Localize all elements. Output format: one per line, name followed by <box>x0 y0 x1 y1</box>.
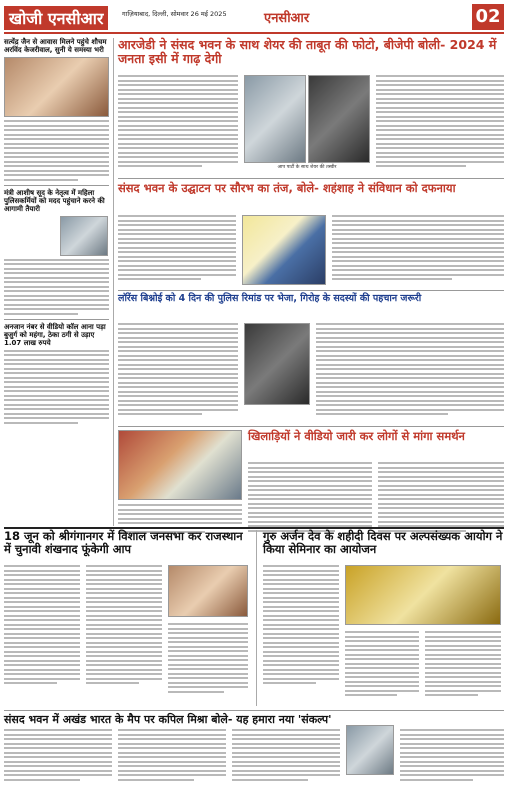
story4-headline: खिलाड़ियों ने वीडियो जारी कर लोगों से मांगा समर्थन <box>248 429 465 443</box>
lead-body-col-2 <box>376 75 504 167</box>
page-number: 02 <box>472 4 504 30</box>
bottom-foot-body-col-3 <box>232 729 340 781</box>
bottom-left-story <box>4 530 248 706</box>
story4-body-col-2 <box>248 462 372 532</box>
lead-story <box>118 75 504 175</box>
lead-photo-caption: आप पार्टी के साथ शेयर की तस्वीर <box>277 165 337 170</box>
section-title: एनसीआर <box>264 11 310 26</box>
lead-body-col-1 <box>118 75 238 167</box>
issue-date: गाज़ियाबाद, दिल्ली, सोमवार 26 मई 2025 <box>122 10 227 18</box>
bottom-section <box>4 530 504 796</box>
story2-body-col-2 <box>332 215 504 280</box>
newspaper-logo: खोजी एनसीआर <box>4 6 108 30</box>
bottom-right-headline: गुरु अर्जन देव के शहीदी दिवस पर अल्पसंख्यक आयोग ने किया सेमिनार का आयोजन <box>263 529 503 557</box>
story3 <box>118 323 504 423</box>
lead-photo-coffin <box>308 75 370 163</box>
bottom-left-headline: 18 जून को श्रीगंगानगर में विशाल जनसभा कर राजस्थान में चुनावी शंखनाद फूंकेगी आप <box>4 529 243 557</box>
bottom-left-body-col-2 <box>86 565 162 684</box>
left-story-2-title: मंत्री आशीष सूद के नेतृत्व में महिला पुलिसकर्मियों को मदद पहुंचाने करने की आगामी तैयारी <box>4 188 105 213</box>
main-column <box>118 38 504 526</box>
bottom-right-body-col-2 <box>345 631 419 696</box>
bottom-right-story <box>256 530 504 706</box>
bottom-foot-story <box>4 710 504 796</box>
bottom-right-photo <box>345 565 501 625</box>
story3-photo <box>244 323 310 405</box>
story3-headline: लॉरेंस बिश्नोई को 4 दिन की पुलिस रिमांड पर भेजा, गिरोह के सदस्यों की पहचान जरूरी <box>118 293 422 304</box>
lead-photo-block <box>244 75 370 170</box>
left-story-1-photo <box>4 57 109 117</box>
left-story-1-body <box>4 120 109 181</box>
story2 <box>118 215 504 287</box>
bottom-foot-photo <box>346 725 394 775</box>
left-story-1-title: सत्येंद्र जैन से आवास मिलने पहुंचे शौचम अरविंद केजरीवाल, सुनी ये समस्या भरी <box>4 38 107 55</box>
story2-photo <box>242 215 326 285</box>
masthead <box>4 4 504 34</box>
left-story-2-photo <box>60 216 108 256</box>
lead-photo-parliament <box>244 75 306 163</box>
bottom-foot-body-col-2 <box>118 729 226 781</box>
story2-headline: संसद भवन के उद्घाटन पर सौरभ का तंज, बोले- शहंशाह ने संविधान को दफनाया <box>118 181 456 195</box>
bottom-left-body-col-3 <box>168 623 248 693</box>
masthead-left <box>4 6 108 30</box>
story4-photo <box>118 430 242 500</box>
left-story-3-body <box>4 350 109 424</box>
lead-headline: आरजेडी ने संसद भवन के साथ शेयर की ताबूत की फोटो, बीजेपी बोली- 2024 में जनता इसी में गाढ़ देगी <box>118 37 497 67</box>
story4-body-col-3 <box>378 462 504 532</box>
left-story-3-title: अनजान नंबर से वीडियो कॉल आना पड़ा बुजुर्ग को महंगा, ठेका ठगी से उड़ाए 1.07 लाख रुपये <box>4 322 106 347</box>
left-column <box>4 38 114 526</box>
bottom-foot-headline: संसद भवन में अखंड भारत के मैप पर कपिल मिश्रा बोले- यह हमारा नया 'संकल्प' <box>4 713 332 726</box>
bottom-right-body-col-1 <box>263 565 339 684</box>
bottom-left-body-col-1 <box>4 565 80 684</box>
bottom-left-photo <box>168 565 248 617</box>
story2-body-col-1 <box>118 215 236 280</box>
bottom-foot-body-col-4 <box>400 729 504 781</box>
story3-body-col-1 <box>118 323 238 415</box>
left-story-2-body <box>4 259 109 315</box>
story3-body-col-2 <box>316 323 504 415</box>
bottom-foot-body-col-1 <box>4 729 112 781</box>
bottom-right-body-col-3 <box>425 631 501 696</box>
